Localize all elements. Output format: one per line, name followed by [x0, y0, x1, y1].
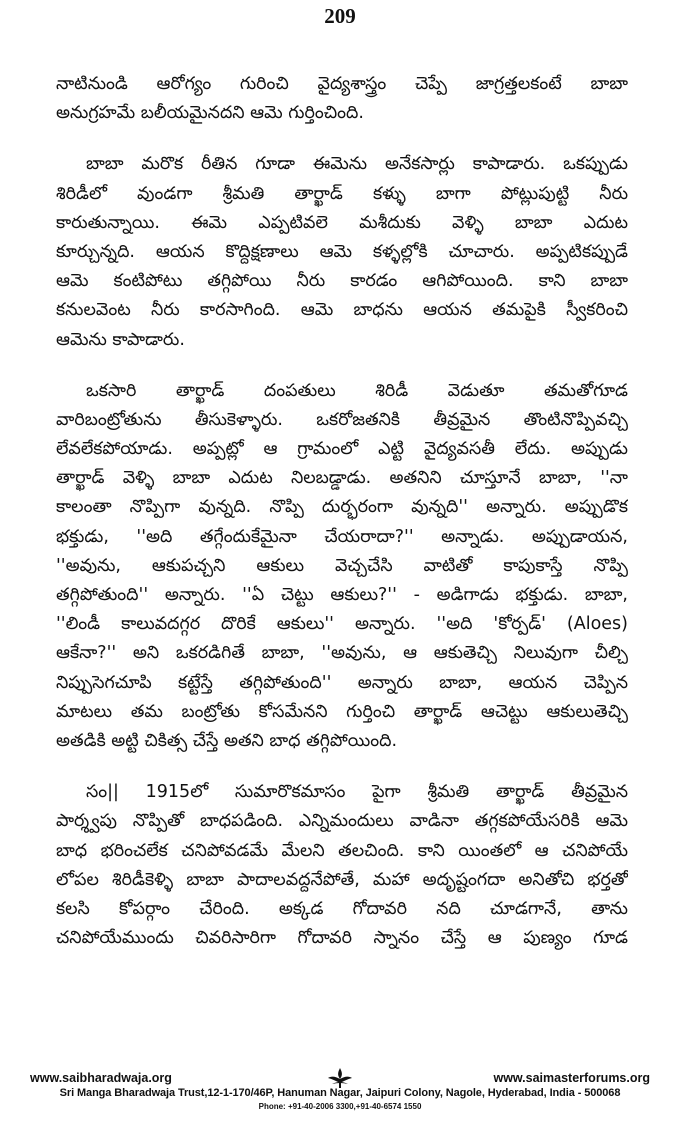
text-line: అనుగ్రహమే బలీయమైనదని ఆమె గుర్తించింది. [56, 103, 364, 124]
text-line: అతడికి అట్టి చికిత్స చేస్తే అతని బాధ తగ్గిపోయింది. [56, 730, 398, 751]
paragraph [56, 377, 628, 756]
text-line: ఆమెను కాపాడారు. [56, 329, 185, 350]
text-line: తార్ఖాడ్ వెళ్ళి బాబా ఎదుట నిలబడ్డాడు. అతనిని చూస్తూనే బాబా, ''నా [56, 468, 628, 489]
text-line: ''అవును, ఆకుపచ్చని ఆకులు వెచ్చచేసి వాటితో కాపుకాస్తే నొప్పి [56, 555, 628, 576]
page-number: 209 [324, 4, 356, 28]
text-line: లోపల శిరిడీకెళ్ళి బాబా పాదాలవద్దనేపోతే, మహా అదృష్టంగదా అనితోచి భర్తతో [56, 869, 628, 890]
text-line: కనులవెంట నీరు కారసాగింది. ఆమె బాధను ఆయన తమపైకి స్వీకరించి [56, 300, 628, 321]
footer-address: Sri Manga Bharadwaja Trust,12-1-170/46P, Hanuman Nagar, Jaipuri Colony, Nagole, Hyderabad, India - 500068 [59, 1087, 621, 1099]
text-line: కారుతున్నాయి. ఈమె ఎప్పటివలె మశీదుకు వెళ్ళి బాబా ఎదుట [56, 212, 628, 233]
footer-url-left[interactable]: www.saibharadwaja.org [30, 1071, 172, 1085]
text-line: బాధ భరించలేక చనిపోవడమే మేలని తలచింది. కాని యింతలో ఆ చనిపోయే [56, 840, 628, 861]
text-line: నిప్పుసెగచూపి కట్టేస్తే తగ్గిపోతుంది'' అన్నారు బాబా, ఆయన చెప్పిన [56, 672, 628, 693]
text-line: చనిపోయేముందు చివరిసారిగా గోదావరి స్నానం చేస్తే ఆ పుణ్యం గూడ [56, 928, 628, 949]
text-line: కూర్చున్నది. ఆయన కొద్దిక్షణాలు ఆమె కళ్ళల్లోకి చూచారు. అప్పటికప్పుడే [56, 241, 628, 262]
text-line: కాలంతా నొప్పిగా వున్నది. నొప్పి దుర్భరంగా వున్నది'' అన్నారు. అప్పుడొక [56, 497, 628, 518]
body-text [56, 70, 628, 975]
lotus-flame-emblem-icon [326, 1067, 354, 1089]
text-line: మాటలు తమ బంట్రోతు కోసమేనని గుర్తించి తార్ఖాడ్ ఆచెట్టు ఆకులుతెచ్చి [56, 701, 628, 722]
text-line: ఆమె కంటిపోటు తగ్గిపోయి నీరు కారడం ఆగిపోయింది. కాని బాబా [56, 271, 628, 292]
paragraph [56, 778, 628, 953]
text-line: తగ్గిపోతుంది'' అన్నారు. ''ఏ చెట్టు ఆకులు?'' - అడిగాడు భక్తుడు. బాబా, [56, 585, 628, 605]
text-line: శిరిడీలో వుండగా శ్రీమతి తార్ఖాడ్ కళ్ళు బాగా పోట్లుపుట్టి నీరు [56, 183, 628, 204]
paragraph [56, 70, 628, 128]
text-line: బాబా మరొక రీతిన గూడా ఈమెను అనేకసార్లు కాపాడారు. ఒకప్పుడు [86, 154, 628, 175]
footer [30, 1071, 650, 1117]
text-line: ''లిండీ కాలువదగ్గర దొరికే ఆకులు'' అన్నారు. ''అది 'కోర్పడ్' (Aloes) [56, 614, 628, 635]
emblem-svg [326, 1067, 354, 1089]
text-line: సం|| 1915లో సుమారొకమాసం పైగా శ్రీమతి తార్ఖాడ్ తీవ్రమైన [86, 782, 628, 803]
text-line: ఒకసారి తార్ఖాడ్ దంపతులు శిరిడీ వెడుతూ తమతోగూడ [86, 380, 628, 401]
paragraph [56, 150, 628, 354]
footer-phone: Phone: +91-40-2006 3300,+91-40-6574 1550 [258, 1102, 422, 1111]
text-line: ఆకేనా?'' అని ఒకరడిగితే బాబా, ''అవును, ఆ ఆకుతెచ్చి నిలువుగా చీల్చి [56, 643, 628, 664]
text-line: భక్తుడు, ''అది తగ్గేందుకేమైనా చేయరాదా?'' అన్నాడు. అప్పుడాయన, [56, 526, 628, 547]
text-line: పార్శ్వపు నొప్పితో బాధపడింది. ఎన్నిమందులు వాడినా తగ్గకపోయేసరికి ఆమె [56, 811, 628, 832]
text-line: లేవలేకపోయాడు. అప్పట్లో ఆ గ్రామంలో ఎట్టి వైద్యవసతీ లేదు. అప్పుడు [56, 439, 628, 460]
text-line: కలసి కోపర్గాం చేరింది. అక్కడ గోదావరి నది చూడగానే, తాను [56, 898, 628, 919]
text-line: వారిబంట్రోతును తీసుకెళ్ళారు. ఒకరోజతనికి తీవ్రమైన తొంటినొప్పివచ్చి [56, 409, 628, 430]
text-line: నాటినుండి ఆరోగ్యం గురించి వైద్యశాస్త్రం చెప్పే జాగ్రత్తలకంటే బాబా [56, 74, 628, 94]
footer-url-right[interactable]: www.saimasterforums.org [493, 1071, 650, 1085]
